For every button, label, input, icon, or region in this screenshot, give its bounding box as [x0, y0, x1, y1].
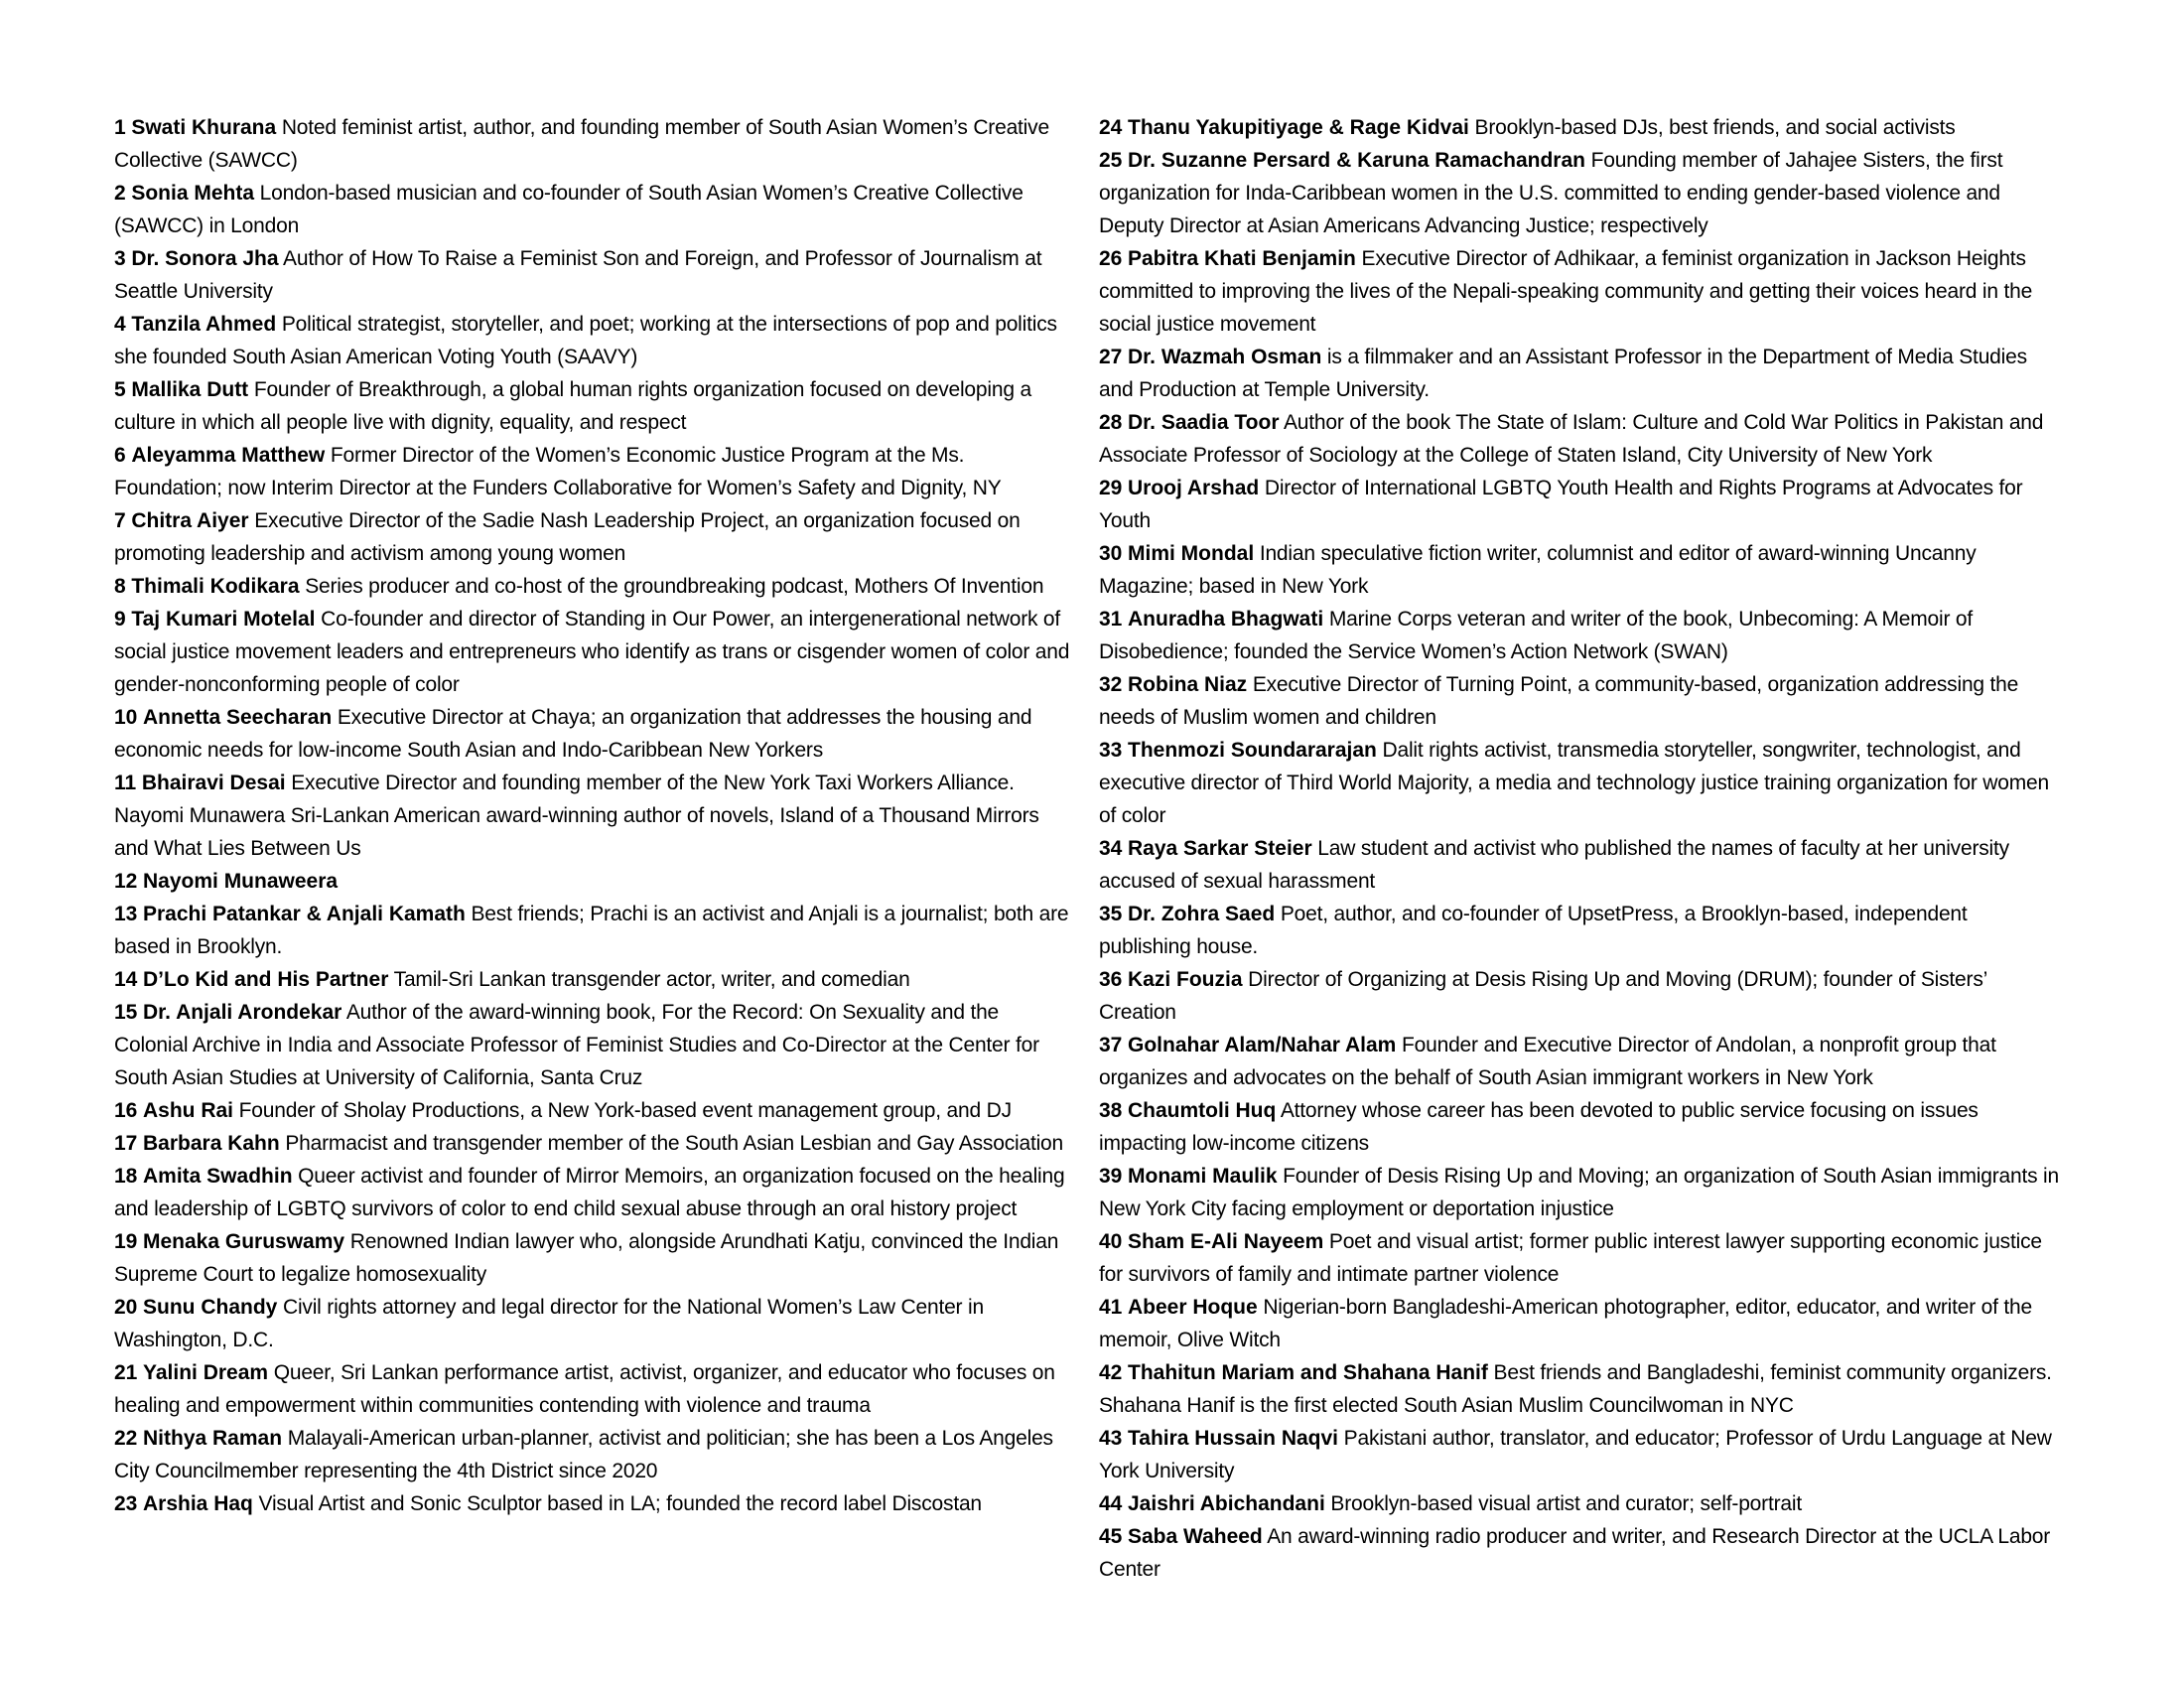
entry-name: Jaishri Abichandani	[1128, 1492, 1325, 1515]
entry-description: Executive Director of the Sadie Nash Leadership Project, an organization focused on promoting leadership and activism among young women	[114, 509, 1026, 565]
entry-description: Former Director of the Women’s Economic Justice Program at the Ms. Foundation; now Interim Director at the Funders Collaborative for Women’s Safety and Dignity, NY	[114, 444, 1002, 499]
legend-entry	[114, 439, 1077, 504]
legend-page	[114, 111, 2072, 1586]
entry-name: Mimi Mondal	[1128, 542, 1255, 565]
entry-name: Thahitun Mariam and Shahana Hanif	[1128, 1361, 1488, 1384]
legend-entry	[114, 111, 1077, 177]
legend-entry	[1099, 537, 2062, 603]
entry-number: 13	[114, 903, 138, 925]
entry-number: 24	[1099, 116, 1123, 139]
entry-name: Anuradha Bhagwati	[1128, 608, 1324, 631]
entry-name: Bhairavi Desai	[141, 772, 286, 794]
legend-entry	[114, 570, 1077, 603]
legend-entry	[114, 1422, 1077, 1487]
entry-description: Author of the book The State of Islam: Culture and Cold War Politics in Pakistan and Associate Professor of Sociology at the College of Staten Island, City University of New York	[1099, 411, 2048, 467]
entry-number: 41	[1099, 1296, 1123, 1319]
entry-description: Director of Organizing at Desis Rising Up and Moving (DRUM); founder of Sisters’ Creation	[1099, 968, 1992, 1024]
legend-entry	[114, 701, 1077, 767]
legend-column-left	[114, 111, 1077, 1586]
entry-name: Tahira Hussain Naqvi	[1128, 1427, 1339, 1450]
entry-name: Barbara Kahn	[143, 1132, 280, 1155]
entry-name: Chitra Aiyer	[131, 509, 249, 532]
legend-entry	[114, 767, 1077, 865]
entry-name: Nayomi Munaweera	[143, 870, 339, 893]
entry-name: Dr. Sonora Jha	[131, 247, 279, 270]
entry-name: Golnahar Alam/Nahar Alam	[1128, 1034, 1397, 1056]
entry-name: Prachi Patankar & Anjali Kamath	[143, 903, 466, 925]
entry-description: Renowned Indian lawyer who, alongside Arundhati Katju, convinced the Indian Supreme Court to legalize homosexuality	[114, 1230, 1064, 1286]
entry-name: Ashu Rai	[143, 1099, 234, 1122]
entry-name: Aleyamma Matthew	[131, 444, 326, 467]
entry-name: Nithya Raman	[143, 1427, 283, 1450]
legend-entry	[1099, 898, 2062, 963]
entry-number: 22	[114, 1427, 138, 1450]
entry-name: Sham E-Ali Nayeem	[1128, 1230, 1324, 1253]
legend-entry	[114, 1160, 1077, 1225]
entry-name: Amita Swadhin	[143, 1165, 293, 1188]
legend-entry	[114, 996, 1077, 1094]
entry-number: 19	[114, 1230, 138, 1253]
entry-description: Best friends and Bangladeshi, feminist community organizers. Shahana Hanif is the first elected South Asian Muslim Councilwoman in NYC	[1099, 1361, 2058, 1417]
entry-name: Dr. Saadia Toor	[1128, 411, 1280, 434]
entry-name: Saba Waheed	[1128, 1525, 1263, 1548]
entry-number: 31	[1099, 608, 1123, 631]
entry-number: 14	[114, 968, 138, 991]
entry-name: Thimali Kodikara	[131, 575, 300, 598]
entry-number: 21	[114, 1361, 138, 1384]
legend-entry	[114, 865, 1077, 898]
entry-description: Pakistani author, translator, and educator; Professor of Urdu Language at New York University	[1099, 1427, 2057, 1482]
legend-entry	[1099, 242, 2062, 341]
entry-number: 17	[114, 1132, 138, 1155]
entry-description: Pharmacist and transgender member of the South Asian Lesbian and Gay Association	[285, 1132, 1064, 1155]
entry-description: Founder of Desis Rising Up and Moving; an organization of South Asian immigrants in New York City facing employment or deportation injustice	[1099, 1165, 2065, 1220]
entry-description: Brooklyn-based DJs, best friends, and social activists	[1474, 116, 1956, 139]
entry-description: Queer, Sri Lankan performance artist, activist, organizer, and educator who focuses on healing and empowerment within communities contending with violence and trauma	[114, 1361, 1061, 1417]
entry-name: Swati Khurana	[131, 116, 277, 139]
entry-number: 15	[114, 1001, 138, 1024]
entry-number: 18	[114, 1165, 138, 1188]
entry-description: Best friends; Prachi is an activist and Anjali is a journalist; both are based in Brooklyn.	[114, 903, 1075, 958]
entry-name: Dr. Suzanne Persard & Karuna Ramachandran	[1128, 149, 1585, 172]
entry-name: Pabitra Khati Benjamin	[1128, 247, 1356, 270]
entry-name: Kazi Fouzia	[1128, 968, 1243, 991]
entry-number: 38	[1099, 1099, 1123, 1122]
legend-entry	[1099, 472, 2062, 537]
entry-number: 37	[1099, 1034, 1123, 1056]
legend-entry	[114, 308, 1077, 373]
entry-description: London-based musician and co-founder of South Asian Women’s Creative Collective (SAWCC) in London	[114, 182, 1029, 237]
legend-entry	[114, 1127, 1077, 1160]
entry-description: Executive Director of Adhikaar, a feminist organization in Jackson Heights committed to improving the lives of the Nepali-speaking community and getting their voices heard in the social justice movement	[1099, 247, 2038, 336]
entry-description: Executive Director at Chaya; an organization that addresses the housing and economic needs for low-income South Asian and Indo-Caribbean New Yorkers	[114, 706, 1037, 762]
legend-entry	[114, 603, 1077, 701]
entry-description: Marine Corps veteran and writer of the book, Unbecoming: A Memoir of Disobedience; founded the Service Women’s Action Network (SWAN)	[1099, 608, 1979, 663]
entry-description: Attorney whose career has been devoted to public service focusing on issues impacting low-income citizens	[1099, 1099, 1984, 1155]
entry-name: Arshia Haq	[143, 1492, 253, 1515]
legend-entry	[114, 1094, 1077, 1127]
entry-name: Raya Sarkar Steier	[1128, 837, 1312, 860]
entry-number: 6	[114, 444, 126, 467]
entry-name: Tanzila Ahmed	[131, 313, 277, 336]
entry-number: 44	[1099, 1492, 1123, 1515]
entry-name: Urooj Arshad	[1128, 477, 1260, 499]
entry-number: 30	[1099, 542, 1123, 565]
legend-entry	[1099, 1029, 2062, 1094]
entry-name: Thenmozi Soundararajan	[1128, 739, 1377, 762]
entry-number: 1	[114, 116, 126, 139]
entry-description: Author of the award-winning book, For the Record: On Sexuality and the Colonial Archive in India and Associate Professor of Feminist Studies and Co-Director at the Center for South Asian Studies at University of California, Santa Cruz	[114, 1001, 1045, 1089]
entry-description: Noted feminist artist, author, and founding member of South Asian Women’s Creative Collective (SAWCC)	[114, 116, 1055, 172]
legend-entry	[114, 1356, 1077, 1422]
legend-entry	[1099, 1094, 2062, 1160]
entry-name: D’Lo Kid and His Partner	[143, 968, 389, 991]
entry-description: Tamil-Sri Lankan transgender actor, writer, and comedian	[393, 968, 910, 991]
entry-number: 7	[114, 509, 126, 532]
legend-entry	[1099, 1422, 2062, 1487]
entry-number: 42	[1099, 1361, 1123, 1384]
entry-description: Malayali-American urban-planner, activist and politician; she has been a Los Angeles City Councilmember representing the 4th District since 2020	[114, 1427, 1059, 1482]
legend-entry	[1099, 111, 2062, 144]
entry-name: Sonia Mehta	[131, 182, 255, 205]
entry-description: is a filmmaker and an Assistant Professor in the Department of Media Studies and Production at Temple University.	[1099, 346, 2033, 401]
entry-name: Yalini Dream	[143, 1361, 269, 1384]
entry-name: Mallika Dutt	[131, 378, 249, 401]
legend-entry	[114, 373, 1077, 439]
entry-description: Poet and visual artist; former public interest lawyer supporting economic justice for survivors of family and intimate partner violence	[1099, 1230, 2048, 1286]
entry-number: 4	[114, 313, 126, 336]
entry-number: 10	[114, 706, 138, 729]
legend-entry	[1099, 144, 2062, 242]
entry-number: 32	[1099, 673, 1123, 696]
entry-name: Chaumtoli Huq	[1128, 1099, 1277, 1122]
entry-number: 45	[1099, 1525, 1123, 1548]
entry-number: 43	[1099, 1427, 1123, 1450]
entry-number: 20	[114, 1296, 138, 1319]
entry-number: 11	[114, 772, 137, 794]
legend-entry	[1099, 1520, 2062, 1586]
entry-number: 27	[1099, 346, 1123, 368]
entry-description: Executive Director of Turning Point, a community-based, organization addressing the needs of Muslim women and children	[1099, 673, 2024, 729]
entry-description: Co-founder and director of Standing in Our Power, an intergenerational network of social justice movement leaders and entrepreneurs who identify as trans or cisgender women of color and gender-nonconforming people of color	[114, 608, 1075, 696]
entry-description: Brooklyn-based visual artist and curator; self-portrait	[1330, 1492, 1802, 1515]
entry-number: 34	[1099, 837, 1123, 860]
legend-entry	[1099, 963, 2062, 1029]
entry-description: Founder and Executive Director of Andolan, a nonprofit group that organizes and advocates on the behalf of South Asian immigrant workers in New York	[1099, 1034, 2002, 1089]
entry-description: Indian speculative fiction writer, columnist and editor of award-winning Uncanny Magazine; based in New York	[1099, 542, 1982, 598]
legend-entry	[114, 177, 1077, 242]
entry-number: 2	[114, 182, 126, 205]
entry-description: Author of How To Raise a Feminist Son and Foreign, and Professor of Journalism at Seattle University	[114, 247, 1047, 303]
entry-name: Dr. Wazmah Osman	[1128, 346, 1322, 368]
entry-number: 3	[114, 247, 126, 270]
legend-entry	[114, 242, 1077, 308]
legend-entry	[1099, 734, 2062, 832]
entry-number: 29	[1099, 477, 1123, 499]
entry-description: Series producer and co-host of the groundbreaking podcast, Mothers Of Invention	[305, 575, 1044, 598]
legend-entry	[1099, 1291, 2062, 1356]
entry-number: 33	[1099, 739, 1123, 762]
entry-name: Monami Maulik	[1128, 1165, 1278, 1188]
entry-name: Dr. Zohra Saed	[1128, 903, 1276, 925]
legend-entry	[114, 1487, 1077, 1520]
entry-number: 28	[1099, 411, 1123, 434]
entry-number: 8	[114, 575, 126, 598]
entry-number: 23	[114, 1492, 138, 1515]
legend-column-right	[1099, 111, 2065, 1586]
legend-entry	[1099, 668, 2062, 734]
entry-description: Political strategist, storyteller, and poet; working at the intersections of pop and politics she founded South Asian American Voting Youth (SAAVY)	[114, 313, 1063, 368]
entry-name: Sunu Chandy	[143, 1296, 278, 1319]
entry-description: Poet, author, and co-founder of UpsetPress, a Brooklyn-based, independent publishing house.	[1099, 903, 1974, 958]
entry-number: 39	[1099, 1165, 1123, 1188]
entry-name: Thanu Yakupitiyage & Rage Kidvai	[1128, 116, 1469, 139]
entry-number: 16	[114, 1099, 138, 1122]
legend-entry	[114, 1291, 1077, 1356]
entry-number: 5	[114, 378, 126, 401]
entry-number: 12	[114, 870, 138, 893]
entry-name: Menaka Guruswamy	[143, 1230, 345, 1253]
entry-number: 9	[114, 608, 126, 631]
entry-description: Queer activist and founder of Mirror Memoirs, an organization focused on the healing and leadership of LGBTQ survivors of color to end child sexual abuse through an oral history project	[114, 1165, 1071, 1220]
entry-description: Executive Director and founding member of the New York Taxi Workers Alliance. Nayomi Munawera Sri-Lankan American award-winning author of novels, Island of a Thousand Mirrors and What Lies Between Us	[114, 772, 1045, 860]
entry-description: Director of International LGBTQ Youth Health and Rights Programs at Advocates for Youth	[1099, 477, 2028, 532]
legend-entry	[1099, 1225, 2062, 1291]
legend-entry	[1099, 832, 2062, 898]
entry-description: Nigerian-born Bangladeshi-American photographer, editor, educator, and writer of the memoir, Olive Witch	[1099, 1296, 2038, 1351]
legend-entry	[114, 504, 1077, 570]
entry-description: Founding member of Jahajee Sisters, the first organization for Inda-Caribbean women in the U.S. committed to ending gender-based violence and Deputy Director at Asian Americans Advancing Justice; respectively	[1099, 149, 2008, 237]
entry-description: Civil rights attorney and legal director for the National Women’s Law Center in Washington, D.C.	[114, 1296, 990, 1351]
entry-number: 36	[1099, 968, 1123, 991]
entry-number: 25	[1099, 149, 1123, 172]
entry-name: Taj Kumari Motelal	[131, 608, 316, 631]
entry-name: Annetta Seecharan	[143, 706, 333, 729]
entry-number: 40	[1099, 1230, 1123, 1253]
legend-entry	[1099, 1356, 2062, 1422]
entry-description: Dalit rights activist, transmedia storyteller, songwriter, technologist, and executive director of Third World Majority, a media and technology justice training organization for women of color	[1099, 739, 2055, 827]
legend-entry	[114, 963, 1077, 996]
legend-entry	[1099, 341, 2062, 406]
legend-entry	[114, 1225, 1077, 1291]
entry-description: Visual Artist and Sonic Sculptor based in LA; founded the record label Discostan	[258, 1492, 982, 1515]
entry-number: 35	[1099, 903, 1123, 925]
legend-entry	[1099, 1160, 2065, 1225]
entry-description: An award-winning radio producer and writer, and Research Director at the UCLA Labor Center	[1099, 1525, 2056, 1581]
entry-description: Law student and activist who published the names of faculty at her university accused of sexual harassment	[1099, 837, 2015, 893]
legend-entry	[114, 898, 1077, 963]
entry-description: Founder of Breakthrough, a global human rights organization focused on developing a culture in which all people live with dignity, equality, and respect	[114, 378, 1037, 434]
entry-name: Abeer Hoque	[1128, 1296, 1258, 1319]
legend-entry	[1099, 603, 2062, 668]
legend-entry	[1099, 406, 2062, 472]
entry-description: Founder of Sholay Productions, a New York-based event management group, and DJ	[238, 1099, 1012, 1122]
legend-entry	[1099, 1487, 2062, 1520]
entry-name: Robina Niaz	[1128, 673, 1248, 696]
entry-number: 26	[1099, 247, 1123, 270]
entry-name: Dr. Anjali Arondekar	[143, 1001, 342, 1024]
